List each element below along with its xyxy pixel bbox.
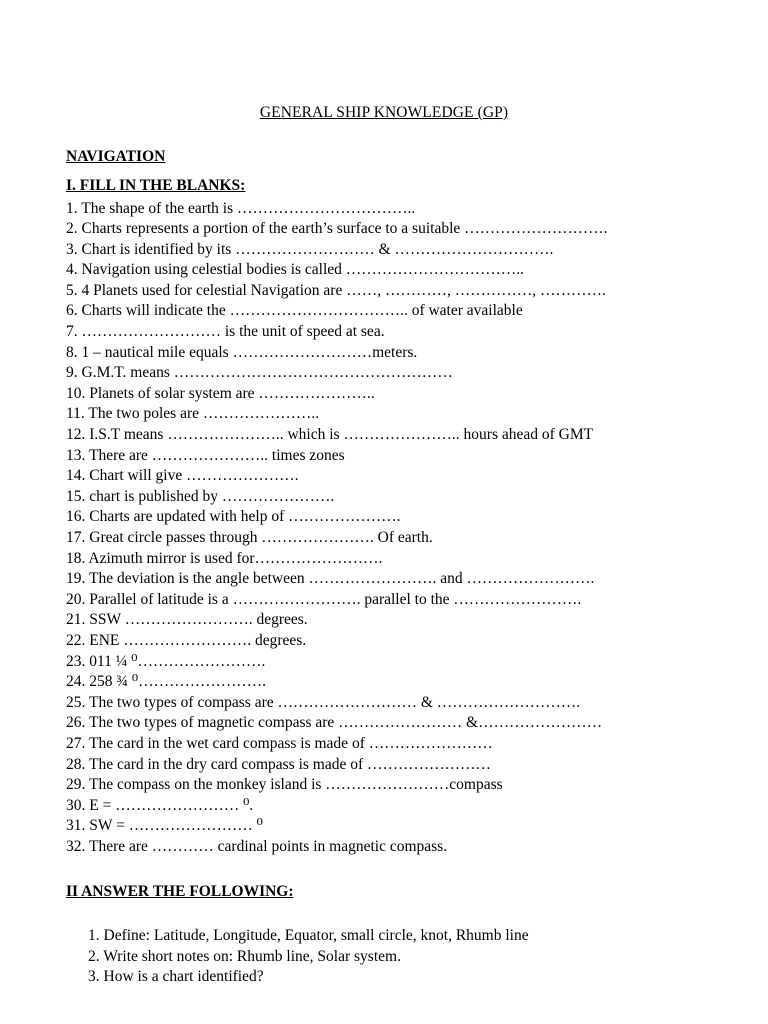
- fill-in-blank-item: 25. The two types of compass are ……………………… & ……………………….: [66, 693, 581, 711]
- fill-in-blank-item: 2. Charts represents a portion of the earth’s surface to a suitable ……………………….: [66, 220, 608, 238]
- fill-in-blank-item: 13. There are ………………….. times zones: [66, 446, 345, 464]
- fill-in-blank-item: 18. Azimuth mirror is used for…………………….: [66, 549, 383, 567]
- fill-in-blank-item: 22. ENE ……………………. degrees.: [66, 631, 307, 649]
- fill-in-blank-item: 12. I.S.T means ………………….. which is ………………….. hours ahead of GMT: [66, 426, 594, 444]
- section-heading-navigation: NAVIGATION: [66, 148, 166, 165]
- fill-in-blanks-list: [66, 199, 608, 858]
- fill-in-blank-item: 6. Charts will indicate the …………………………….. of water available: [66, 302, 523, 320]
- fill-in-blank-item: 28. The card in the dry card compass is made of ……………………: [66, 755, 492, 773]
- fill-in-blank-item: 10. Planets of solar system are …………………..: [66, 384, 375, 402]
- fill-in-blank-item: 14. Chart will give ………………….: [66, 467, 299, 485]
- fill-in-blank-item: 24. 258 ¾ ⁰…………………….: [66, 673, 266, 691]
- fill-in-blank-item: 16. Charts are updated with help of ………………….: [66, 508, 401, 526]
- fill-in-blank-item: 21. SSW ……………………. degrees.: [66, 611, 308, 629]
- fill-in-blank-item: 19. The deviation is the angle between ……………………. and …………………….: [66, 570, 595, 588]
- fill-in-blank-item: 15. chart is published by ………………….: [66, 487, 335, 505]
- fill-in-blank-item: 9. G.M.T. means ………………………………………………: [66, 364, 453, 382]
- fill-in-blank-item: 27. The card in the wet card compass is made of ……………………: [66, 734, 493, 752]
- answer-following-heading: II ANSWER THE FOLLOWING:: [66, 883, 294, 900]
- fill-in-blank-item: 11. The two poles are …………………..: [66, 405, 320, 423]
- fill-in-blank-item: 3. Chart is identified by its ……………………… & ………………………….: [66, 240, 554, 258]
- fill-in-blank-item: 8. 1 – nautical mile equals ………………………meters.: [66, 343, 418, 361]
- fill-in-blank-item: 7. ……………………… is the unit of speed at sea.: [66, 323, 385, 341]
- fill-in-blank-item: 4. Navigation using celestial bodies is called ……………………………..: [66, 261, 525, 279]
- fill-in-blank-item: 1. The shape of the earth is ……………………………..: [66, 199, 416, 217]
- fill-in-blank-item: 20. Parallel of latitude is a ……………………. parallel to the …………………….: [66, 590, 582, 608]
- fill-in-blank-item: 31. SW = …………………… ⁰: [66, 817, 263, 835]
- fill-in-blank-item: 26. The two types of magnetic compass are …………………… &……………………: [66, 714, 603, 732]
- fill-in-blank-item: 5. 4 Planets used for celestial Navigation are ……, …………, ……………, ………….: [66, 281, 606, 299]
- fill-in-blank-item: 23. 011 ¼ ⁰…………………….: [66, 652, 266, 670]
- answer-question-item: 2. Write short notes on: Rhumb line, Solar system.: [88, 947, 401, 965]
- fill-in-blank-item: 17. Great circle passes through …………………. Of earth.: [66, 529, 433, 546]
- fill-in-blank-item: 30. E = …………………… ⁰.: [66, 796, 254, 814]
- document-title: GENERAL SHIP KNOWLEDGE (GP): [259, 104, 509, 121]
- fill-in-blank-item: 32. There are ………… cardinal points in magnetic compass.: [66, 837, 448, 855]
- fill-in-blanks-heading: I. FILL IN THE BLANKS:: [66, 177, 246, 194]
- fill-in-blank-item: 29. The compass on the monkey island is ……………………compass: [66, 776, 503, 794]
- answer-questions-list: [88, 926, 529, 988]
- answer-question-item: 1. Define: Latitude, Longitude, Equator, small circle, knot, Rhumb line: [88, 927, 529, 944]
- answer-question-item: 3. How is a chart identified?: [88, 968, 264, 985]
